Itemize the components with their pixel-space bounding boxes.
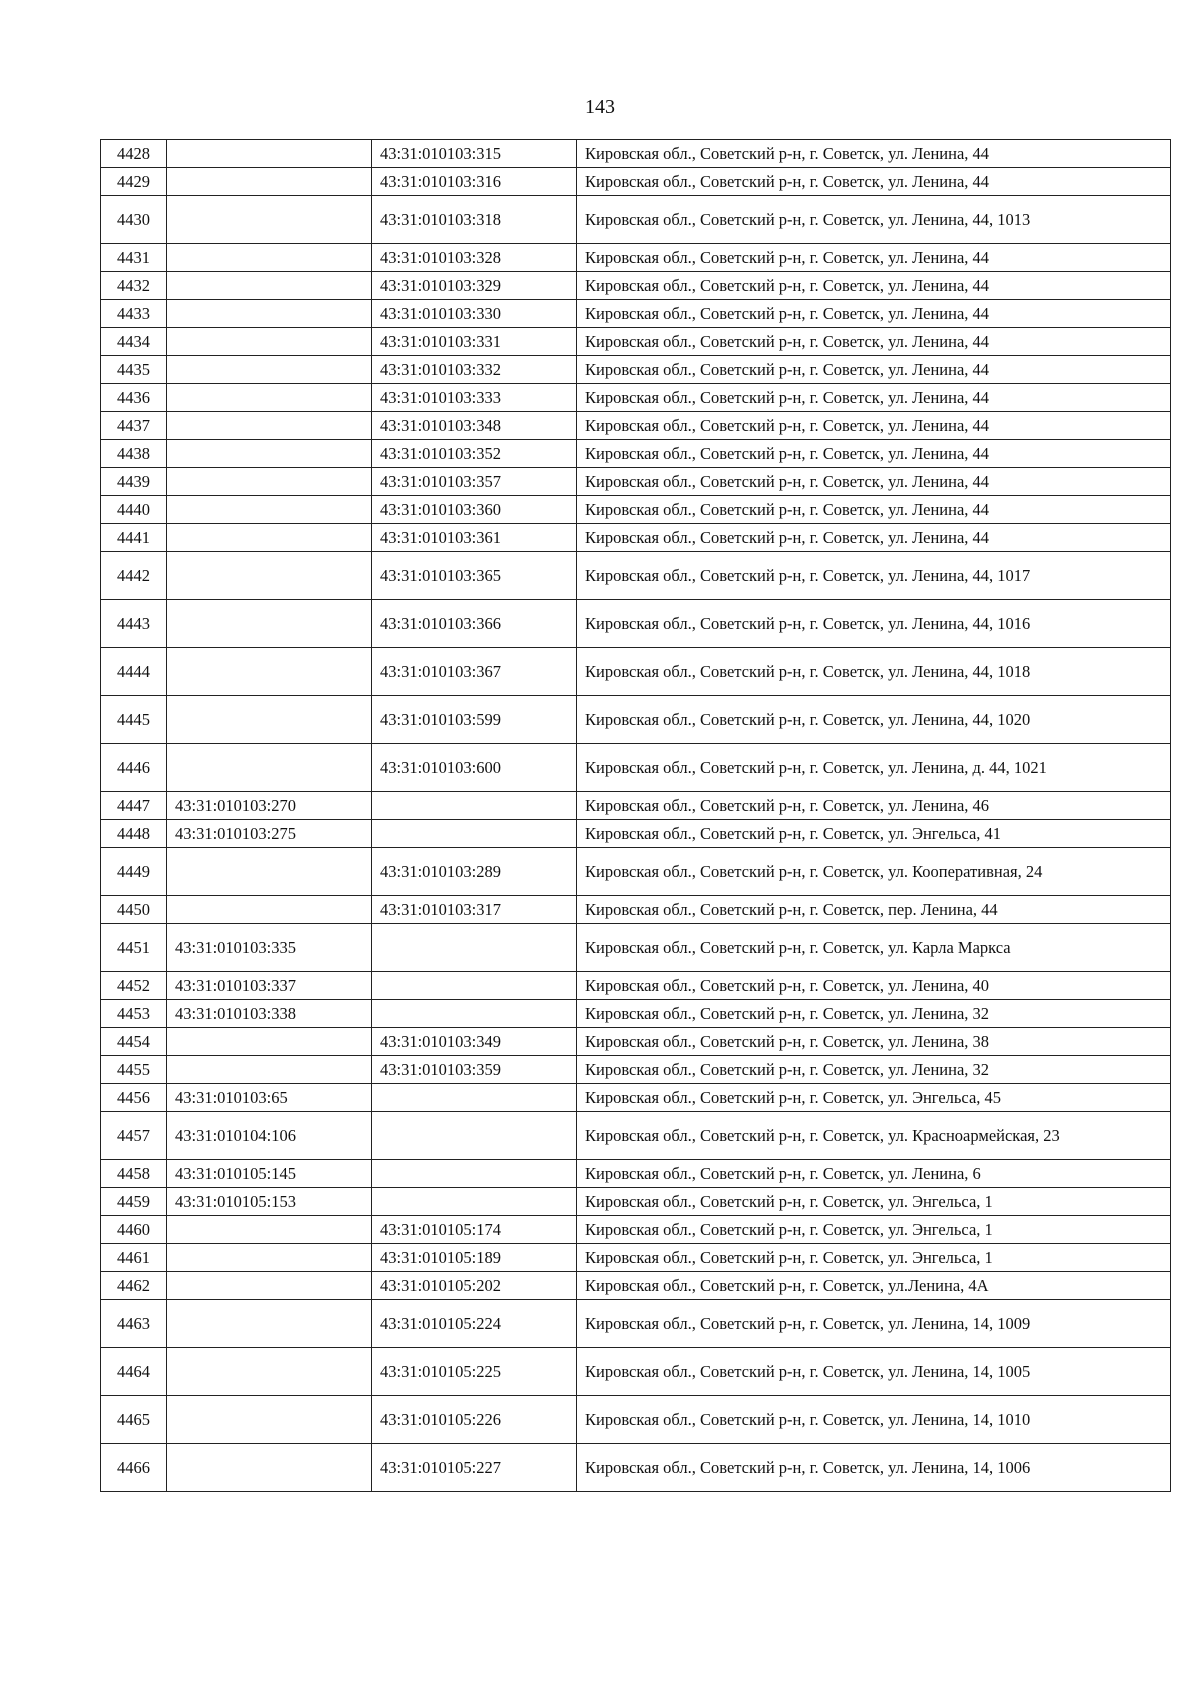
row-number-cell: 4457 xyxy=(101,1112,167,1160)
address-cell: Кировская обл., Советский р-н, г. Советск, ул. Ленина, 44 xyxy=(577,356,1171,384)
cadastral-number-land-cell xyxy=(167,848,372,896)
row-number-cell: 4446 xyxy=(101,744,167,792)
address-cell: Кировская обл., Советский р-н, г. Советск, пер. Ленина, 44 xyxy=(577,896,1171,924)
cadastral-number-land-cell xyxy=(167,552,372,600)
row-number-cell: 4447 xyxy=(101,792,167,820)
cadastral-number-building-cell: 43:31:010103:332 xyxy=(372,356,577,384)
cadastral-number-building-cell xyxy=(372,1084,577,1112)
address-cell: Кировская обл., Советский р-н, г. Советск, ул. Ленина, 14, 1010 xyxy=(577,1396,1171,1444)
table-row xyxy=(101,1028,1171,1056)
address-cell: Кировская обл., Советский р-н, г. Советск, ул. Ленина, 44 xyxy=(577,168,1171,196)
cadastral-number-building-cell: 43:31:010103:360 xyxy=(372,496,577,524)
address-cell: Кировская обл., Советский р-н, г. Советск, ул. Ленина, 14, 1006 xyxy=(577,1444,1171,1492)
cadastral-number-land-cell xyxy=(167,744,372,792)
cadastral-number-building-cell xyxy=(372,924,577,972)
address-cell: Кировская обл., Советский р-н, г. Советск, ул. Ленина, 14, 1005 xyxy=(577,1348,1171,1396)
table-row xyxy=(101,744,1171,792)
address-cell: Кировская обл., Советский р-н, г. Советск, ул. Ленина, 44, 1020 xyxy=(577,696,1171,744)
cadastral-number-building-cell: 43:31:010103:365 xyxy=(372,552,577,600)
cadastral-number-land-cell xyxy=(167,1444,372,1492)
cadastral-number-land-cell: 43:31:010103:275 xyxy=(167,820,372,848)
cadastral-number-land-cell: 43:31:010105:145 xyxy=(167,1160,372,1188)
row-number-cell: 4466 xyxy=(101,1444,167,1492)
row-number-cell: 4452 xyxy=(101,972,167,1000)
row-number-cell: 4442 xyxy=(101,552,167,600)
cadastral-number-land-cell: 43:31:010105:153 xyxy=(167,1188,372,1216)
table-row xyxy=(101,552,1171,600)
table-row xyxy=(101,1216,1171,1244)
row-number-cell: 4448 xyxy=(101,820,167,848)
table-row xyxy=(101,1000,1171,1028)
row-number-cell: 4436 xyxy=(101,384,167,412)
cadastral-number-land-cell xyxy=(167,648,372,696)
row-number-cell: 4464 xyxy=(101,1348,167,1396)
cadastral-number-building-cell: 43:31:010103:333 xyxy=(372,384,577,412)
table-row xyxy=(101,1244,1171,1272)
cadastral-number-land-cell xyxy=(167,384,372,412)
cadastral-number-building-cell xyxy=(372,1000,577,1028)
row-number-cell: 4459 xyxy=(101,1188,167,1216)
cadastral-number-land-cell xyxy=(167,496,372,524)
address-cell: Кировская обл., Советский р-н, г. Советск, ул. Ленина, 44 xyxy=(577,328,1171,356)
table-row xyxy=(101,896,1171,924)
cadastral-number-land-cell xyxy=(167,468,372,496)
cadastral-number-building-cell: 43:31:010103:331 xyxy=(372,328,577,356)
address-cell: Кировская обл., Советский р-н, г. Советск, ул. Ленина, 44 xyxy=(577,140,1171,168)
table-row xyxy=(101,1444,1171,1492)
cadastral-number-land-cell xyxy=(167,1216,372,1244)
row-number-cell: 4435 xyxy=(101,356,167,384)
property-registry-table xyxy=(100,139,1171,1492)
address-cell: Кировская обл., Советский р-н, г. Советск, ул. Энгельса, 41 xyxy=(577,820,1171,848)
cadastral-number-building-cell xyxy=(372,972,577,1000)
table-row xyxy=(101,1084,1171,1112)
row-number-cell: 4456 xyxy=(101,1084,167,1112)
row-number-cell: 4441 xyxy=(101,524,167,552)
cadastral-number-land-cell xyxy=(167,196,372,244)
cadastral-number-building-cell: 43:31:010103:359 xyxy=(372,1056,577,1084)
row-number-cell: 4428 xyxy=(101,140,167,168)
cadastral-number-building-cell: 43:31:010103:315 xyxy=(372,140,577,168)
table-row xyxy=(101,924,1171,972)
address-cell: Кировская обл., Советский р-н, г. Советск, ул. Ленина, 44 xyxy=(577,384,1171,412)
address-cell: Кировская обл., Советский р-н, г. Советск, ул. Ленина, 32 xyxy=(577,1000,1171,1028)
cadastral-number-building-cell: 43:31:010103:600 xyxy=(372,744,577,792)
cadastral-number-land-cell xyxy=(167,328,372,356)
cadastral-number-building-cell xyxy=(372,792,577,820)
cadastral-number-land-cell xyxy=(167,600,372,648)
cadastral-number-land-cell xyxy=(167,140,372,168)
address-cell: Кировская обл., Советский р-н, г. Советск, ул. Ленина, д. 44, 1021 xyxy=(577,744,1171,792)
cadastral-number-building-cell: 43:31:010103:357 xyxy=(372,468,577,496)
cadastral-number-land-cell xyxy=(167,1244,372,1272)
row-number-cell: 4458 xyxy=(101,1160,167,1188)
row-number-cell: 4437 xyxy=(101,412,167,440)
table-row xyxy=(101,820,1171,848)
row-number-cell: 4454 xyxy=(101,1028,167,1056)
registry-body xyxy=(101,140,1171,1492)
cadastral-number-building-cell: 43:31:010103:366 xyxy=(372,600,577,648)
row-number-cell: 4433 xyxy=(101,300,167,328)
address-cell: Кировская обл., Советский р-н, г. Советск, ул. Ленина, 44, 1017 xyxy=(577,552,1171,600)
cadastral-number-land-cell xyxy=(167,1300,372,1348)
row-number-cell: 4444 xyxy=(101,648,167,696)
cadastral-number-land-cell xyxy=(167,696,372,744)
table-row xyxy=(101,272,1171,300)
cadastral-number-land-cell xyxy=(167,440,372,468)
cadastral-number-building-cell: 43:31:010105:189 xyxy=(372,1244,577,1272)
table-row xyxy=(101,196,1171,244)
table-row xyxy=(101,1112,1171,1160)
cadastral-number-building-cell: 43:31:010103:330 xyxy=(372,300,577,328)
row-number-cell: 4440 xyxy=(101,496,167,524)
row-number-cell: 4463 xyxy=(101,1300,167,1348)
cadastral-number-land-cell xyxy=(167,896,372,924)
table-row xyxy=(101,648,1171,696)
address-cell: Кировская обл., Советский р-н, г. Советск, ул. Красноармейская, 23 xyxy=(577,1112,1171,1160)
table-row xyxy=(101,440,1171,468)
cadastral-number-land-cell xyxy=(167,244,372,272)
cadastral-number-building-cell: 43:31:010103:318 xyxy=(372,196,577,244)
cadastral-number-land-cell: 43:31:010103:338 xyxy=(167,1000,372,1028)
row-number-cell: 4445 xyxy=(101,696,167,744)
cadastral-number-building-cell: 43:31:010103:349 xyxy=(372,1028,577,1056)
cadastral-number-land-cell: 43:31:010103:270 xyxy=(167,792,372,820)
cadastral-number-land-cell: 43:31:010103:337 xyxy=(167,972,372,1000)
cadastral-number-building-cell xyxy=(372,1188,577,1216)
address-cell: Кировская обл., Советский р-н, г. Советск, ул. Энгельса, 1 xyxy=(577,1216,1171,1244)
row-number-cell: 4430 xyxy=(101,196,167,244)
address-cell: Кировская обл., Советский р-н, г. Советск, ул. Ленина, 44 xyxy=(577,468,1171,496)
address-cell: Кировская обл., Советский р-н, г. Советск, ул. Ленина, 44, 1018 xyxy=(577,648,1171,696)
table-row xyxy=(101,972,1171,1000)
row-number-cell: 4443 xyxy=(101,600,167,648)
cadastral-number-building-cell: 43:31:010105:225 xyxy=(372,1348,577,1396)
address-cell: Кировская обл., Советский р-н, г. Советск, ул. Ленина, 44 xyxy=(577,244,1171,272)
cadastral-number-building-cell xyxy=(372,1112,577,1160)
address-cell: Кировская обл., Советский р-н, г. Советск, ул. Ленина, 44 xyxy=(577,300,1171,328)
address-cell: Кировская обл., Советский р-н, г. Советск, ул. Ленина, 44 xyxy=(577,524,1171,552)
table-row xyxy=(101,140,1171,168)
row-number-cell: 4429 xyxy=(101,168,167,196)
cadastral-number-land-cell xyxy=(167,1348,372,1396)
address-cell: Кировская обл., Советский р-н, г. Советск, ул. Ленина, 40 xyxy=(577,972,1171,1000)
row-number-cell: 4434 xyxy=(101,328,167,356)
address-cell: Кировская обл., Советский р-н, г. Советск, ул. Ленина, 44, 1016 xyxy=(577,600,1171,648)
cadastral-number-building-cell: 43:31:010103:328 xyxy=(372,244,577,272)
cadastral-number-land-cell xyxy=(167,524,372,552)
row-number-cell: 4451 xyxy=(101,924,167,972)
address-cell: Кировская обл., Советский р-н, г. Советск, ул. Ленина, 6 xyxy=(577,1160,1171,1188)
cadastral-number-building-cell: 43:31:010105:227 xyxy=(372,1444,577,1492)
table-row xyxy=(101,300,1171,328)
row-number-cell: 4431 xyxy=(101,244,167,272)
address-cell: Кировская обл., Советский р-н, г. Советск, ул. Кооперативная, 24 xyxy=(577,848,1171,896)
row-number-cell: 4455 xyxy=(101,1056,167,1084)
row-number-cell: 4460 xyxy=(101,1216,167,1244)
table-row xyxy=(101,244,1171,272)
row-number-cell: 4461 xyxy=(101,1244,167,1272)
table-row xyxy=(101,1396,1171,1444)
cadastral-number-building-cell xyxy=(372,820,577,848)
cadastral-number-building-cell: 43:31:010103:289 xyxy=(372,848,577,896)
row-number-cell: 4439 xyxy=(101,468,167,496)
row-number-cell: 4465 xyxy=(101,1396,167,1444)
table-row xyxy=(101,468,1171,496)
row-number-cell: 4450 xyxy=(101,896,167,924)
address-cell: Кировская обл., Советский р-н, г. Советск, ул. Энгельса, 1 xyxy=(577,1244,1171,1272)
cadastral-number-land-cell xyxy=(167,412,372,440)
cadastral-number-land-cell xyxy=(167,1028,372,1056)
address-cell: Кировская обл., Советский р-н, г. Советск, ул. Ленина, 44, 1013 xyxy=(577,196,1171,244)
address-cell: Кировская обл., Советский р-н, г. Советск, ул. Ленина, 44 xyxy=(577,272,1171,300)
cadastral-number-land-cell xyxy=(167,168,372,196)
cadastral-number-land-cell: 43:31:010103:65 xyxy=(167,1084,372,1112)
cadastral-number-building-cell: 43:31:010105:202 xyxy=(372,1272,577,1300)
address-cell: Кировская обл., Советский р-н, г. Советск, ул. Ленина, 44 xyxy=(577,496,1171,524)
table-row xyxy=(101,600,1171,648)
cadastral-number-land-cell xyxy=(167,356,372,384)
address-cell: Кировская обл., Советский р-н, г. Советск, ул. Ленина, 46 xyxy=(577,792,1171,820)
cadastral-number-building-cell: 43:31:010103:348 xyxy=(372,412,577,440)
cadastral-number-building-cell: 43:31:010105:226 xyxy=(372,1396,577,1444)
cadastral-number-land-cell xyxy=(167,272,372,300)
address-cell: Кировская обл., Советский р-н, г. Советск, ул. Энгельса, 45 xyxy=(577,1084,1171,1112)
cadastral-number-building-cell: 43:31:010103:599 xyxy=(372,696,577,744)
table-row xyxy=(101,1348,1171,1396)
table-row xyxy=(101,1056,1171,1084)
address-cell: Кировская обл., Советский р-н, г. Советск, ул.Ленина, 4А xyxy=(577,1272,1171,1300)
cadastral-number-land-cell xyxy=(167,1272,372,1300)
table-row xyxy=(101,384,1171,412)
cadastral-number-land-cell: 43:31:010104:106 xyxy=(167,1112,372,1160)
cadastral-number-building-cell: 43:31:010103:352 xyxy=(372,440,577,468)
address-cell: Кировская обл., Советский р-н, г. Советск, ул. Ленина, 14, 1009 xyxy=(577,1300,1171,1348)
table-row xyxy=(101,168,1171,196)
table-row xyxy=(101,696,1171,744)
cadastral-number-building-cell: 43:31:010103:361 xyxy=(372,524,577,552)
table-row xyxy=(101,792,1171,820)
row-number-cell: 4462 xyxy=(101,1272,167,1300)
cadastral-number-land-cell xyxy=(167,1396,372,1444)
table-row xyxy=(101,496,1171,524)
table-row xyxy=(101,1300,1171,1348)
address-cell: Кировская обл., Советский р-н, г. Советск, ул. Ленина, 44 xyxy=(577,412,1171,440)
row-number-cell: 4438 xyxy=(101,440,167,468)
address-cell: Кировская обл., Советский р-н, г. Советск, ул. Ленина, 32 xyxy=(577,1056,1171,1084)
table-row xyxy=(101,1160,1171,1188)
table-row xyxy=(101,524,1171,552)
cadastral-number-land-cell xyxy=(167,1056,372,1084)
cadastral-number-building-cell: 43:31:010105:224 xyxy=(372,1300,577,1348)
cadastral-number-land-cell xyxy=(167,300,372,328)
table-row xyxy=(101,1272,1171,1300)
row-number-cell: 4432 xyxy=(101,272,167,300)
table-row xyxy=(101,356,1171,384)
table-row xyxy=(101,412,1171,440)
cadastral-number-building-cell: 43:31:010103:316 xyxy=(372,168,577,196)
cadastral-number-building-cell: 43:31:010103:329 xyxy=(372,272,577,300)
table-row xyxy=(101,848,1171,896)
table-row xyxy=(101,328,1171,356)
cadastral-number-building-cell xyxy=(372,1160,577,1188)
address-cell: Кировская обл., Советский р-н, г. Советск, ул. Ленина, 38 xyxy=(577,1028,1171,1056)
cadastral-number-building-cell: 43:31:010103:317 xyxy=(372,896,577,924)
address-cell: Кировская обл., Советский р-н, г. Советск, ул. Карла Маркса xyxy=(577,924,1171,972)
table-row xyxy=(101,1188,1171,1216)
address-cell: Кировская обл., Советский р-н, г. Советск, ул. Энгельса, 1 xyxy=(577,1188,1171,1216)
row-number-cell: 4453 xyxy=(101,1000,167,1028)
cadastral-number-building-cell: 43:31:010105:174 xyxy=(372,1216,577,1244)
cadastral-number-building-cell: 43:31:010103:367 xyxy=(372,648,577,696)
page-number: 143 xyxy=(585,96,615,118)
row-number-cell: 4449 xyxy=(101,848,167,896)
address-cell: Кировская обл., Советский р-н, г. Советск, ул. Ленина, 44 xyxy=(577,440,1171,468)
cadastral-number-land-cell: 43:31:010103:335 xyxy=(167,924,372,972)
